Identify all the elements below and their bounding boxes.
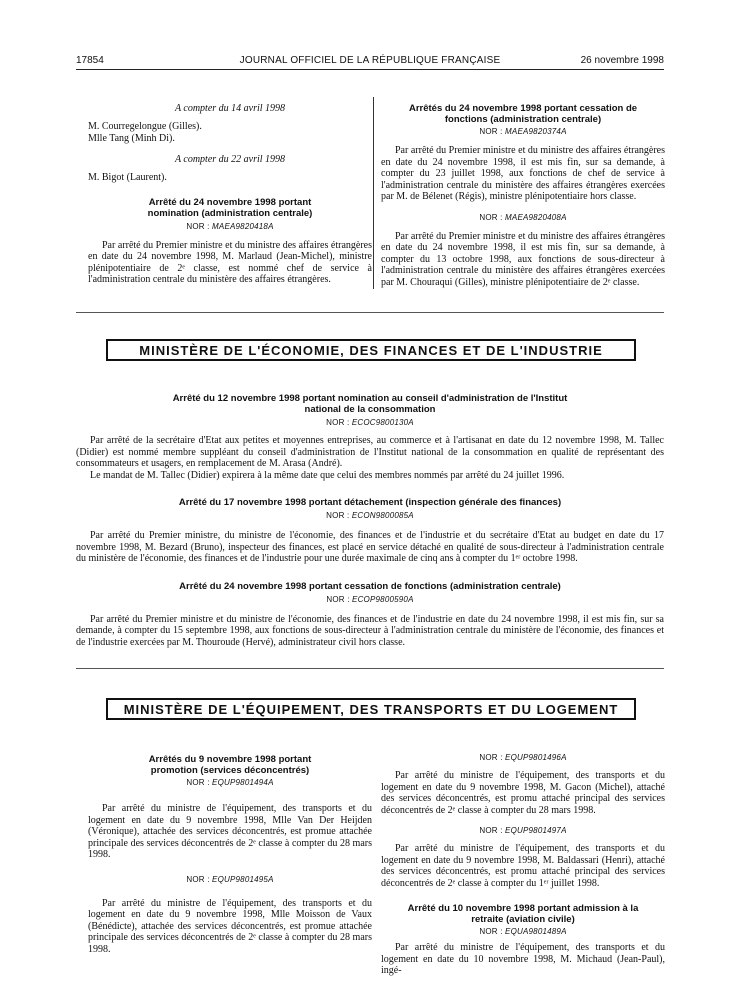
section-rule xyxy=(76,668,664,669)
arrete-title: Arrêtés du 24 novembre 1998 portant cessation de fonctions (administration centrale) xyxy=(408,103,638,125)
right-column-equipement xyxy=(381,753,665,977)
nor-reference: NOR : MAEA9820374A xyxy=(479,127,567,136)
running-header xyxy=(76,55,664,69)
name-line: M. Bigot (Laurent). xyxy=(88,172,167,183)
ministry-heading-economie: MINISTÈRE DE L'ÉCONOMIE, DES FINANCES ET DE L'INDUSTRIE xyxy=(106,339,636,361)
nor-reference: NOR : MAEA9820418A xyxy=(186,221,274,231)
arrete-text: Par arrêté du Premier ministre et du ministre des affaires étrangères en date du 24 novembre 1998, il est mis fin, sur sa demande, à compter du 13 octobre 1998, aux fonctions de sous-directeur à l'administration centrale du ministère des affaires étrangères exercées par M. Chouraqui (Gilles), ministre plénipotentiaire de 2ᵉ classe. xyxy=(381,230,665,288)
arrete-text: Par arrêté du ministre de l'équipement, des transports et du logement en date du 9 novembre 1998, Mlle Moisson de Vaux (Bénédicte), attachée des services déconcentrés, est promue attachée principale des services déconcentrés de 2ᵉ classe à compter du 28 mars 1998. xyxy=(88,897,372,955)
effective-date-2: A compter du 22 avril 1998 xyxy=(174,154,286,165)
arrete-text: Le mandat de M. Tallec (Didier) expirera à la même date que celui des membres nommés par arrêté du 24 juillet 1996. xyxy=(90,469,565,481)
issue-date: 26 novembre 1998 xyxy=(580,55,664,66)
arrete-title: Arrêté du 24 novembre 1998 portant nomination (administration centrale) xyxy=(147,196,313,219)
name-line: M. Courregelongue (Gilles). xyxy=(88,121,202,132)
arrete-title: Arrêtés du 9 novembre 1998 portant promotion (services déconcentrés) xyxy=(148,754,312,776)
effective-date-1: A compter du 14 avril 1998 xyxy=(174,103,286,114)
arrete-text: Par arrêté du Premier ministre et du ministre des affaires étrangères en date du 24 novembre 1998, il est mis fin, sur sa demande, à compter du 23 juillet 1998, aux fonctions de chef de service à l'administration centrale du ministère des affaires étrangères exercées par M. de Bélenet (Régis), ministre plénipotentiaire hors classe. xyxy=(381,145,665,202)
left-column-equipement xyxy=(88,754,372,955)
arrete-title: Arrêté du 24 novembre 1998 portant cessation de fonctions (administration centrale) xyxy=(179,580,561,592)
arrete-text: Par arrêté du ministre de l'équipement, des transports et du logement en date du 9 novembre 1998, M. Gacon (Michel), attaché des services déconcentrés, est promu attaché principal des services déconcentrés de 2ᵉ classe à compter du 28 mars 1998. xyxy=(381,770,665,816)
section-rule xyxy=(76,312,664,313)
journal-title: JOURNAL OFFICIEL DE LA RÉPUBLIQUE FRANÇAISE xyxy=(239,55,501,66)
arrete-text: Par arrêté du Premier ministre, du ministre de l'économie, des finances et de l'industrie et du secrétaire d'Etat au budget en date du 17 novembre 1998, M. Bezard (Bruno), inspecteur des finances, est placé en service détaché en qualité de sous-directeur à l'administration centrale du ministère de l'économie, des finances et de l'industrie pour une durée maximale de cinq ans à compter du 1ᵉʳ octobre 1998. xyxy=(76,530,664,564)
nor-reference: NOR : EQUP9801495A xyxy=(186,874,274,884)
nor-reference: NOR : EQUP9801496A xyxy=(479,753,567,762)
nor-reference: NOR : ECOP9800590A xyxy=(326,594,414,604)
nor-reference: NOR : EQUP9801497A xyxy=(479,826,567,835)
ministry-heading-equipement: MINISTÈRE DE L'ÉQUIPEMENT, DES TRANSPORTS ET DU LOGEMENT xyxy=(106,698,636,720)
page-number: 17854 xyxy=(76,55,104,66)
name-line: Mlle Tang (Minh Di). xyxy=(88,132,175,144)
arrete-text: Par arrêté du ministre de l'équipement, des transports et du logement en date du 9 novembre 1998, Mlle Van Der Heijden (Véronique), attachée des services déconcentrés, est promue attachée principale des services déconcentrés de 2ᵉ classe à compter du 28 mars 1998. xyxy=(88,803,372,860)
nor-reference: NOR : EQUA9801489A xyxy=(479,927,567,936)
arrete-title: Arrêté du 12 novembre 1998 portant nomination au conseil d'administration de l'Institut national de la consommation xyxy=(172,393,568,415)
economie-section xyxy=(76,393,664,648)
header-rule xyxy=(76,69,664,70)
column-divider xyxy=(373,97,374,289)
arrete-title: Arrêté du 17 novembre 1998 portant détachement (inspection générale des finances) xyxy=(178,497,562,508)
nor-reference: NOR : MAEA9820408A xyxy=(479,212,567,222)
nor-reference: NOR : ECOC9800130A xyxy=(326,418,414,427)
arrete-text: Par arrêté du Premier ministre et du ministre des affaires étrangères en date du 24 novembre 1998, M. Marlaud (Jean-Michel), ministre plénipotentiaire de 2ᵉ classe, est nommé chef de service à l'administration centrale du ministère des affaires étrangères. xyxy=(88,239,372,285)
nor-reference: NOR : ECON9800085A xyxy=(326,511,414,520)
left-column-top xyxy=(88,103,372,286)
arrete-text: Par arrêté de la secrétaire d'Etat aux petites et moyennes entreprises, au commerce et à l'artisanat en date du 12 novembre 1998, M. Tallec (Didier) est nommé membre suppléant du conseil d'administration de l'Institut national de la consommation en qualité de représentant des consommateurs et usagers, en remplacement de M. Arasa (André). xyxy=(76,435,664,469)
nor-reference: NOR : EQUP9801494A xyxy=(186,778,274,787)
arrete-text: Par arrêté du ministre de l'équipement, des transports et du logement en date du 10 novembre 1998, M. Michaud (Jean-Paul), ingé- xyxy=(381,942,665,976)
right-column-top xyxy=(381,103,665,288)
arrete-text: Par arrêté du ministre de l'équipement, des transports et du logement en date du 9 novembre 1998, M. Baldassari (Henri), attaché des services déconcentrés, est promu attaché principal des services déconcentrés de 2ᵉ classe à compter du 1ᵉʳ juillet 1998. xyxy=(381,843,665,889)
arrete-text: Par arrêté du Premier ministre et du ministre de l'économie, des finances et de l'industrie en date du 24 novembre 1998, il est mis fin, sur sa demande, à compter du 15 septembre 1998, aux fonctions de sous-directeur à l'administration centrale du ministère de l'économie, des finances et de l'industrie exercées par M. Thouroude (Hervé), administrateur civil hors classe. xyxy=(76,613,664,648)
arrete-title: Arrêté du 10 novembre 1998 portant admission à la retraite (aviation civile) xyxy=(407,903,639,925)
